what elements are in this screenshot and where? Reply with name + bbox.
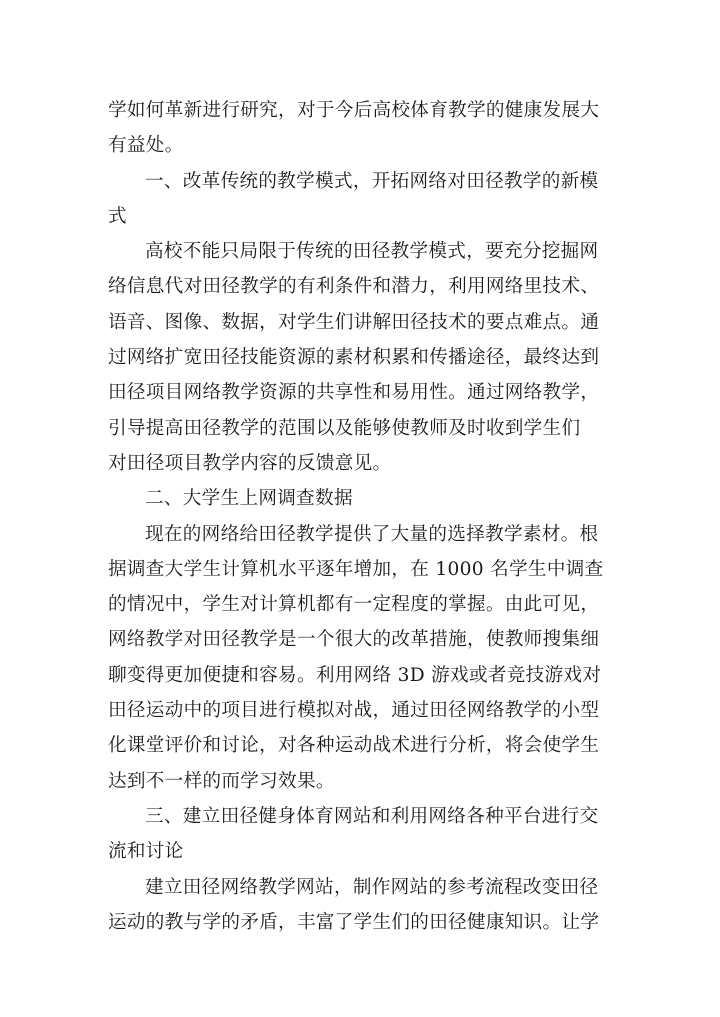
paragraph-3-line-1: 建立田径网络教学网站，制作网站的参考流程改变田径 bbox=[145, 876, 599, 898]
paragraph-2-line-2: 据调查大学生计算机水平逐年增加，在 1000 名学生中调查 bbox=[108, 558, 604, 580]
paragraph-1-line-6: 引导提高田径教学的范围以及能够使教师及时收到学生们 bbox=[108, 417, 581, 439]
paragraph-1-line-2: 络信息代对田径教学的有利条件和潜力，利用网络里技术、 bbox=[108, 276, 600, 298]
document-page bbox=[108, 93, 613, 940]
section-heading-3: 三、建立田径健身体育网站和利用网络各种平台进行交 bbox=[145, 805, 599, 827]
paragraph-1-line-7: 对田径项目教学内容的反馈意见。 bbox=[108, 452, 392, 474]
paragraph-1-line-3: 语音、图像、数据，对学生们讲解田径技术的要点难点。通 bbox=[108, 311, 600, 333]
intro-line-1: 学如何革新进行研究，对于今后高校体育教学的健康发展大 bbox=[108, 100, 600, 121]
intro-line-2: 有益处。 bbox=[108, 135, 184, 157]
paragraph-2-line-7: 化课堂评价和讨论，对各种运动战术进行分析，将会使学生 bbox=[108, 735, 600, 757]
paragraph-1-line-5: 田径项目网络教学资源的共享性和易用性。通过网络教学， bbox=[108, 382, 600, 404]
section-heading-2: 二、大学生上网调查数据 bbox=[145, 488, 353, 510]
paragraph-2-line-4: 网络教学对田径教学是一个很大的改革措施，使教师搜集细 bbox=[108, 629, 600, 651]
paragraph-1-line-1: 高校不能只局限于传统的田径教学模式，要充分挖掘网 bbox=[145, 241, 599, 263]
paragraph-2-line-8: 达到不一样的而学习效果。 bbox=[108, 770, 335, 792]
paragraph-1-line-4: 过网络扩宽田径技能资源的素材积累和传播途径，最终达到 bbox=[108, 347, 600, 369]
section-heading-1: 一、改革传统的教学模式，开拓网络对田径教学的新模 bbox=[145, 170, 599, 192]
section-heading-1-cont: 式 bbox=[108, 205, 127, 227]
paragraph-2-line-6: 田径运动中的项目进行模拟对战，通过田径网络教学的小型 bbox=[108, 700, 600, 722]
paragraph-3-line-2: 运动的教与学的矛盾，丰富了学生们的田径健康知识。让学 bbox=[108, 911, 600, 933]
paragraph-2-line-1: 现在的网络给田径教学提供了大量的选择教学素材。根 bbox=[145, 523, 599, 545]
section-heading-3-cont: 流和讨论 bbox=[108, 841, 184, 863]
paragraph-2-line-3: 的情况中，学生对计算机都有一定程度的掌握。由此可见， bbox=[108, 594, 600, 616]
paragraph-2-line-5: 聊变得更加便捷和容易。利用网络 3D 游戏或者竞技游戏对 bbox=[108, 664, 602, 686]
